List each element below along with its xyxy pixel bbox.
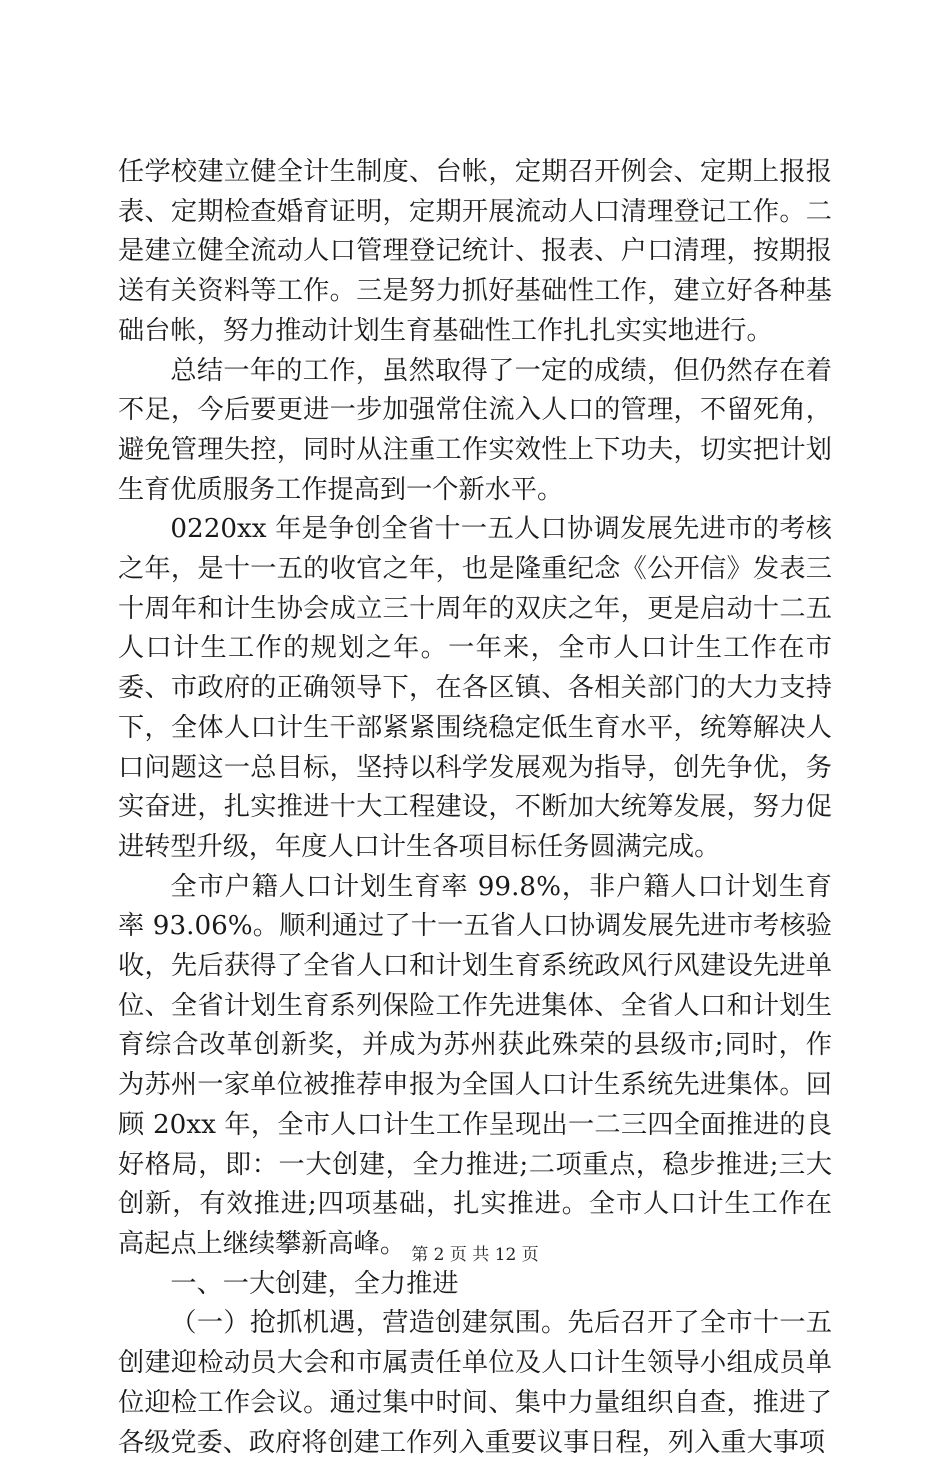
section-heading: 一、一大创建，全力推进 [170, 1268, 459, 1299]
paragraph-continuation: 任学校建立健全计生制度、台帐，定期召开例会、定期上报报表、定期检查婚育证明，定期开展流动人口清理登记工作。二是建立健全流动人口管理登记统计、报表、户口清理，按期报送有关资料等工作。三是努力抓好基础性工作，建立好各种基础台帐，努力推动计划生育基础性工作扎扎实实地进行。 [118, 157, 832, 346]
paragraph-summary: 总结一年的工作，虽然取得了一定的成绩，但仍然存在着不足，今后要更进一步加强常住流入人口的管理，不留死角，避免管理失控，同时从注重工作实效性上下功夫，切实把计划生育优质服务工作提高到一个新水平。 [118, 355, 832, 505]
paragraph-achievements: 全市户籍人口计划生育率 99.8%，非户籍人口计划生育率 93.06%。顺利通过了十一五省人口协调发展先进市考核验收，先后获得了全省人口和计划生育系统政风行风建设先进单位、全省计划生育系列保险工作先进集体、全省人口和计划生育综合改革创新奖，并成为苏州获此殊荣的县级市;同时，作为苏州一家单位被推荐申报为全国人口计生系统先进集体。回顾 20xx 年，全市人口计生工作呈现出一二三四全面推进的良好格局，即：一大创建，全力推进;二项重点，稳步推进;三大创新，有效推进;四项基础，扎实推进。全市人口计生工作在高起点上继续攀新高峰。 [118, 871, 832, 1259]
page-number-footer: 第 2 页 共 12 页 [411, 1245, 539, 1265]
paragraph-subsection-one: （一）抢抓机遇，营造创建氛围。先后召开了全市十一五创建迎检动员大会和市属责任单位及人口计生领导小组成员单位迎检工作会议。通过集中时间、集中力量组织自查，推进了各级党委、政府将创建工作列入重要议事日程，列入重大事项 [118, 1308, 832, 1458]
document-body [118, 153, 832, 1463]
paragraph-year-overview: 0220xx 年是争创全省十一五人口协调发展先进市的考核之年，是十一五的收官之年，也是隆重纪念《公开信》发表三十周年和计生协会成立三十周年的双庆之年，更是启动十二五人口计生工作的规划之年。一年来，全市人口计生工作在市委、市政府的正确领导下，在各区镇、各相关部门的大力支持下，全体人口计生干部紧紧围绕稳定低生育水平，统筹解决人口问题这一总目标，坚持以科学发展观为指导，创先争优，务实奋进，扎实推进十大工程建设，不断加大统筹发展，努力促进转型升级，年度人口计生各项目标任务圆满完成。 [118, 514, 832, 862]
